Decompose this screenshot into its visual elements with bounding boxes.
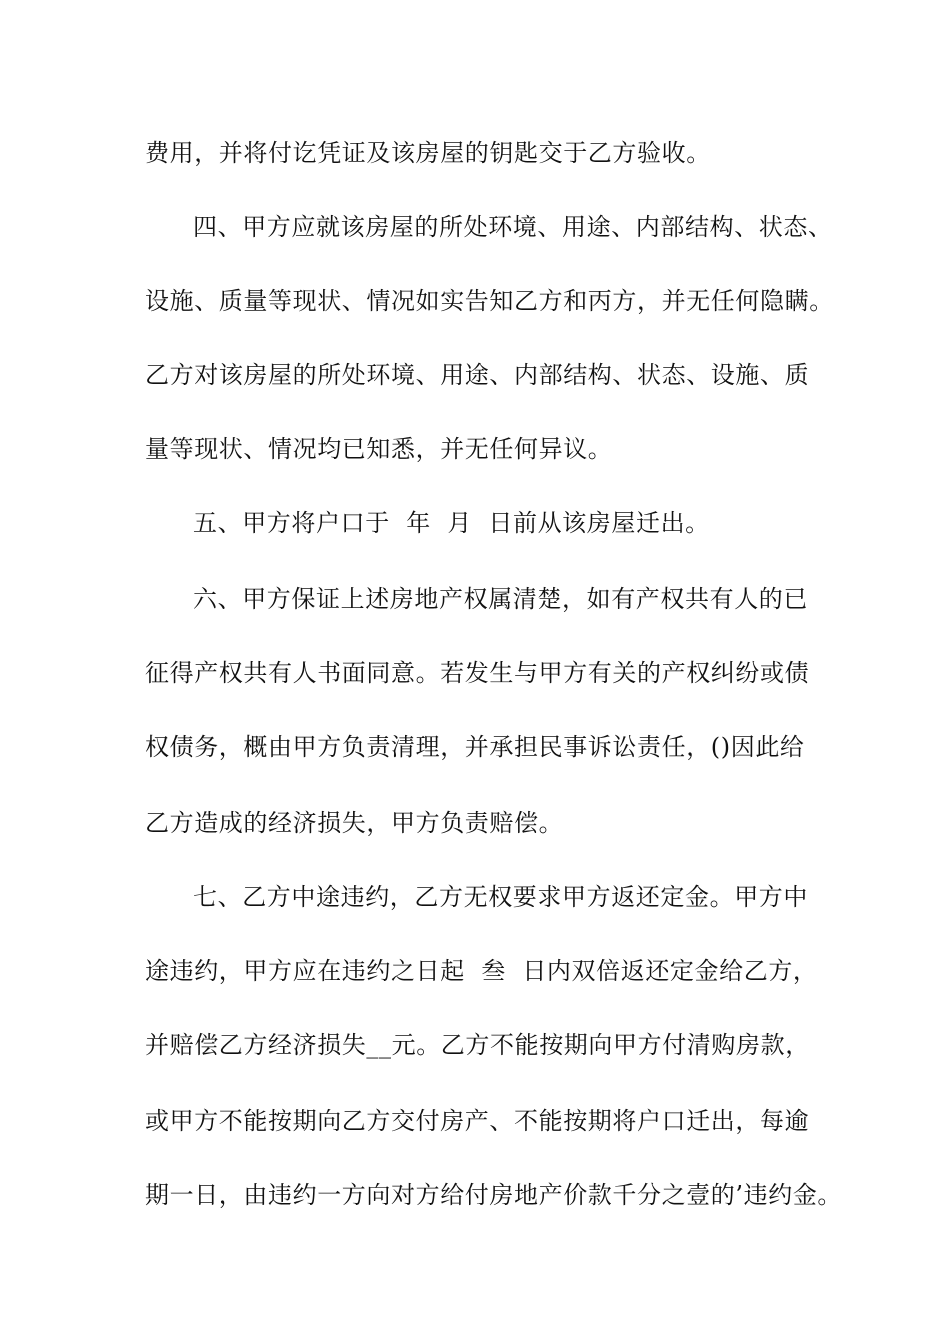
clause-five: 五、甲方将户口于 年 月 日前从该房屋迁出。 xyxy=(193,509,710,537)
text-line: 量等现状、情况均已知悉，并无任何异议。 xyxy=(145,435,613,463)
text-line: 权债务，概由甲方负责清理，并承担民事诉讼责任，()因此给 xyxy=(145,733,805,761)
clause-four-start: 四、甲方应就该房屋的所处环境、用途、内部结构、状态、 xyxy=(193,213,833,241)
text-line: 期一日，由违约一方向对方给付房地产价款千分之壹的’违约金。 xyxy=(145,1181,843,1209)
text-line: 或甲方不能按期向乙方交付房产、不能按期将户口迁出，每逾 xyxy=(145,1107,810,1135)
text-line: 费用，并将付讫凭证及该房屋的钥匙交于乙方验收。 xyxy=(145,139,711,167)
text-line: 乙方对该房屋的所处环境、用途、内部结构、状态、设施、质 xyxy=(145,361,810,389)
text-line: 乙方造成的经济损失，甲方负责赔偿。 xyxy=(145,809,564,837)
clause-six-start: 六、甲方保证上述房地产权属清楚，如有产权共有人的已 xyxy=(193,585,808,613)
text-line: 设施、质量等现状、情况如实告知乙方和丙方，并无任何隐瞒。 xyxy=(145,287,834,315)
text-line: 并赔偿乙方经济损失__元。乙方不能按期向甲方付清购房款， xyxy=(145,1031,810,1059)
text-line: 征得产权共有人书面同意。若发生与甲方有关的产权纠纷或债 xyxy=(145,659,810,687)
clause-seven-start: 七、乙方中途违约，乙方无权要求甲方返还定金。甲方中 xyxy=(193,883,808,911)
text-line: 途违约，甲方应在违约之日起 叁 日内双倍返还定金给乙方， xyxy=(145,957,818,985)
